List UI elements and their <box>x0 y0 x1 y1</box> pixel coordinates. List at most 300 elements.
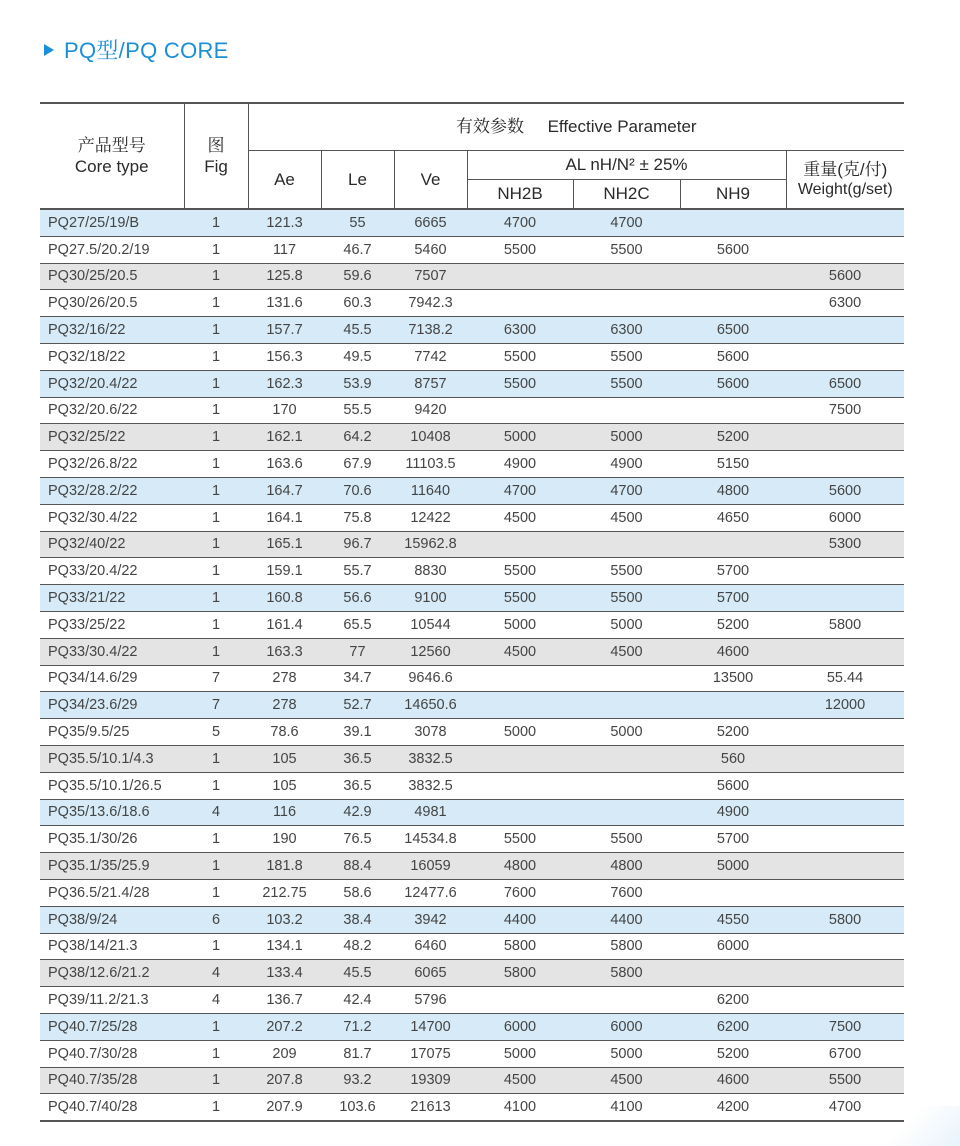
cell-nh2c: 6000 <box>573 1013 680 1040</box>
table-row <box>40 585 904 612</box>
table-row <box>40 504 904 531</box>
cell-weight: 5500 <box>786 1067 904 1094</box>
cell-nh2c <box>573 531 680 558</box>
cell-nh2b <box>467 799 573 826</box>
cell-weight <box>786 638 904 665</box>
cell-nh9: 5150 <box>680 451 786 478</box>
cell-weight: 6300 <box>786 290 904 317</box>
cell-ae: 164.1 <box>248 504 321 531</box>
cell-nh2c <box>573 772 680 799</box>
cell-core-type: PQ35/13.6/18.6 <box>40 799 184 826</box>
cell-nh2b: 5500 <box>467 585 573 612</box>
cell-ve: 7942.3 <box>394 290 467 317</box>
table-row <box>40 558 904 585</box>
cell-core-type: PQ33/25/22 <box>40 611 184 638</box>
cell-nh9: 5700 <box>680 826 786 853</box>
cell-weight: 55.44 <box>786 665 904 692</box>
cell-ae: 207.8 <box>248 1067 321 1094</box>
table-row <box>40 1094 904 1121</box>
cell-nh2b: 5000 <box>467 719 573 746</box>
cell-le: 52.7 <box>321 692 394 719</box>
cell-ve: 7507 <box>394 263 467 290</box>
cell-ae: 181.8 <box>248 853 321 880</box>
cell-core-type: PQ32/20.6/22 <box>40 397 184 424</box>
cell-weight: 12000 <box>786 692 904 719</box>
cell-fig: 1 <box>184 1013 248 1040</box>
header-weight-cn: 重量(克/付) <box>803 159 888 179</box>
cell-ae: 165.1 <box>248 531 321 558</box>
cell-nh9: 5700 <box>680 558 786 585</box>
header-fig-en: Fig <box>204 157 228 176</box>
cell-nh9: 6500 <box>680 317 786 344</box>
cell-ve: 14650.6 <box>394 692 467 719</box>
cell-nh9: 5200 <box>680 424 786 451</box>
cell-fig: 1 <box>184 826 248 853</box>
cell-weight <box>786 987 904 1014</box>
cell-nh9: 6200 <box>680 987 786 1014</box>
cell-weight <box>786 558 904 585</box>
cell-nh9 <box>680 397 786 424</box>
cell-le: 45.5 <box>321 960 394 987</box>
cell-le: 71.2 <box>321 1013 394 1040</box>
cell-nh9: 5600 <box>680 370 786 397</box>
cell-fig: 1 <box>184 772 248 799</box>
cell-nh9: 4600 <box>680 1067 786 1094</box>
cell-weight <box>786 317 904 344</box>
cell-nh2c <box>573 397 680 424</box>
cell-nh9: 5600 <box>680 236 786 263</box>
cell-core-type: PQ32/20.4/22 <box>40 370 184 397</box>
cell-le: 55.5 <box>321 397 394 424</box>
table-row <box>40 209 904 236</box>
cell-core-type: PQ32/30.4/22 <box>40 504 184 531</box>
table-row <box>40 799 904 826</box>
cell-fig: 1 <box>184 209 248 236</box>
cell-fig: 1 <box>184 1094 248 1121</box>
cell-ve: 8830 <box>394 558 467 585</box>
cell-ve: 9420 <box>394 397 467 424</box>
cell-nh2b: 4400 <box>467 906 573 933</box>
cell-le: 96.7 <box>321 531 394 558</box>
header-fig <box>184 103 248 209</box>
cell-nh2b: 7600 <box>467 879 573 906</box>
cell-nh9 <box>680 531 786 558</box>
cell-ae: 278 <box>248 665 321 692</box>
table-row <box>40 477 904 504</box>
cell-nh2c: 5500 <box>573 585 680 612</box>
cell-weight: 5600 <box>786 263 904 290</box>
cell-fig: 1 <box>184 263 248 290</box>
cell-core-type: PQ39/11.2/21.3 <box>40 987 184 1014</box>
cell-nh2c <box>573 692 680 719</box>
cell-ve: 12477.6 <box>394 879 467 906</box>
header-nh9: NH9 <box>680 180 786 210</box>
cell-nh2b: 6000 <box>467 1013 573 1040</box>
cell-weight <box>786 826 904 853</box>
cell-nh2c: 5500 <box>573 236 680 263</box>
cell-nh9: 4200 <box>680 1094 786 1121</box>
cell-ae: 162.3 <box>248 370 321 397</box>
cell-weight <box>786 745 904 772</box>
cell-nh2c <box>573 290 680 317</box>
cell-ae: 207.9 <box>248 1094 321 1121</box>
cell-ve: 6665 <box>394 209 467 236</box>
cell-ae: 133.4 <box>248 960 321 987</box>
cell-core-type: PQ38/9/24 <box>40 906 184 933</box>
cell-ae: 136.7 <box>248 987 321 1014</box>
cell-fig: 1 <box>184 531 248 558</box>
cell-nh2b <box>467 665 573 692</box>
cell-core-type: PQ27/25/19/B <box>40 209 184 236</box>
cell-nh2c: 5500 <box>573 343 680 370</box>
cell-le: 64.2 <box>321 424 394 451</box>
cell-le: 76.5 <box>321 826 394 853</box>
cell-le: 38.4 <box>321 906 394 933</box>
cell-nh2b: 5800 <box>467 933 573 960</box>
cell-ve: 9100 <box>394 585 467 612</box>
cell-ae: 160.8 <box>248 585 321 612</box>
cell-weight <box>786 772 904 799</box>
table-row <box>40 665 904 692</box>
cell-weight <box>786 853 904 880</box>
cell-nh2c: 4500 <box>573 638 680 665</box>
cell-ae: 156.3 <box>248 343 321 370</box>
cell-ve: 7138.2 <box>394 317 467 344</box>
cell-fig: 4 <box>184 799 248 826</box>
cell-fig: 7 <box>184 665 248 692</box>
cell-le: 77 <box>321 638 394 665</box>
cell-fig: 1 <box>184 879 248 906</box>
cell-core-type: PQ32/16/22 <box>40 317 184 344</box>
cell-nh9 <box>680 263 786 290</box>
header-effective-parameter-text: 有效参数 Effective Parameter <box>455 117 697 137</box>
cell-nh2c <box>573 745 680 772</box>
header-core-type-en: Core type <box>74 157 149 176</box>
table-row <box>40 531 904 558</box>
cell-nh2c: 4500 <box>573 504 680 531</box>
header-nh2b: NH2B <box>467 180 573 210</box>
cell-nh2c: 5500 <box>573 370 680 397</box>
header-core-type-cn: 产品型号 <box>77 135 146 155</box>
cell-weight: 6700 <box>786 1040 904 1067</box>
cell-weight <box>786 933 904 960</box>
cell-fig: 1 <box>184 343 248 370</box>
cell-ae: 131.6 <box>248 290 321 317</box>
cell-le: 81.7 <box>321 1040 394 1067</box>
cell-core-type: PQ33/21/22 <box>40 585 184 612</box>
cell-weight <box>786 719 904 746</box>
cell-nh2b <box>467 692 573 719</box>
cell-nh2b: 5800 <box>467 960 573 987</box>
cell-nh9: 5000 <box>680 853 786 880</box>
cell-weight: 6000 <box>786 504 904 531</box>
cell-ve: 6065 <box>394 960 467 987</box>
cell-ve: 9646.6 <box>394 665 467 692</box>
cell-nh2c: 4100 <box>573 1094 680 1121</box>
cell-fig: 7 <box>184 692 248 719</box>
cell-ve: 19309 <box>394 1067 467 1094</box>
cell-nh2b: 4100 <box>467 1094 573 1121</box>
cell-ae: 162.1 <box>248 424 321 451</box>
cell-nh2c: 5000 <box>573 719 680 746</box>
cell-fig: 1 <box>184 290 248 317</box>
table-row <box>40 451 904 478</box>
play-triangle-icon <box>44 44 54 56</box>
cell-nh9: 4550 <box>680 906 786 933</box>
cell-fig: 1 <box>184 585 248 612</box>
cell-le: 46.7 <box>321 236 394 263</box>
cell-ve: 11103.5 <box>394 451 467 478</box>
cell-nh9: 5700 <box>680 585 786 612</box>
cell-le: 42.4 <box>321 987 394 1014</box>
cell-nh2b: 6300 <box>467 317 573 344</box>
cell-weight: 5600 <box>786 477 904 504</box>
header-ae: Ae <box>248 151 321 210</box>
cell-ae: 105 <box>248 745 321 772</box>
cell-le: 75.8 <box>321 504 394 531</box>
cell-nh2b <box>467 397 573 424</box>
cell-nh2b: 5500 <box>467 558 573 585</box>
cell-nh9: 5200 <box>680 719 786 746</box>
cell-nh2b: 5500 <box>467 236 573 263</box>
cell-le: 48.2 <box>321 933 394 960</box>
cell-fig: 1 <box>184 397 248 424</box>
cell-ae: 161.4 <box>248 611 321 638</box>
cell-le: 36.5 <box>321 745 394 772</box>
cell-nh2b <box>467 772 573 799</box>
cell-ae: 164.7 <box>248 477 321 504</box>
cell-core-type: PQ30/25/20.5 <box>40 263 184 290</box>
cell-nh2b: 4500 <box>467 638 573 665</box>
cell-core-type: PQ33/20.4/22 <box>40 558 184 585</box>
table-row <box>40 879 904 906</box>
cell-ve: 16059 <box>394 853 467 880</box>
cell-nh9 <box>680 209 786 236</box>
cell-le: 70.6 <box>321 477 394 504</box>
cell-nh9: 5200 <box>680 611 786 638</box>
cell-nh2c: 5800 <box>573 933 680 960</box>
cell-fig: 1 <box>184 504 248 531</box>
page-title-text: PQ型/PQ CORE <box>64 38 229 63</box>
cell-le: 36.5 <box>321 772 394 799</box>
cell-nh2b: 5000 <box>467 424 573 451</box>
cell-le: 58.6 <box>321 879 394 906</box>
header-fig-cn: 图 <box>207 135 225 155</box>
cell-weight: 7500 <box>786 397 904 424</box>
cell-le: 55.7 <box>321 558 394 585</box>
cell-nh9: 13500 <box>680 665 786 692</box>
cell-nh9 <box>680 879 786 906</box>
cell-ae: 190 <box>248 826 321 853</box>
cell-nh2b: 5500 <box>467 370 573 397</box>
table-row <box>40 317 904 344</box>
cell-ve: 3832.5 <box>394 745 467 772</box>
cell-le: 45.5 <box>321 317 394 344</box>
cell-ve: 3942 <box>394 906 467 933</box>
cell-weight <box>786 343 904 370</box>
cell-nh9: 5600 <box>680 343 786 370</box>
cell-le: 65.5 <box>321 611 394 638</box>
cell-nh2c: 5000 <box>573 1040 680 1067</box>
header-ve: Ve <box>394 151 467 210</box>
cell-core-type: PQ40.7/25/28 <box>40 1013 184 1040</box>
cell-nh9 <box>680 290 786 317</box>
table-row <box>40 906 904 933</box>
cell-ae: 278 <box>248 692 321 719</box>
cell-nh2c: 7600 <box>573 879 680 906</box>
cell-ae: 125.8 <box>248 263 321 290</box>
cell-le: 53.9 <box>321 370 394 397</box>
cell-nh2c: 4900 <box>573 451 680 478</box>
cell-fig: 1 <box>184 424 248 451</box>
cell-nh2b <box>467 290 573 317</box>
cell-core-type: PQ40.7/35/28 <box>40 1067 184 1094</box>
cell-nh2c <box>573 799 680 826</box>
cell-ve: 17075 <box>394 1040 467 1067</box>
cell-ve: 5796 <box>394 987 467 1014</box>
table-row <box>40 397 904 424</box>
cell-weight <box>786 424 904 451</box>
cell-ae: 163.3 <box>248 638 321 665</box>
cell-nh2c: 4400 <box>573 906 680 933</box>
cell-le: 42.9 <box>321 799 394 826</box>
cell-fig: 1 <box>184 611 248 638</box>
cell-nh9: 4800 <box>680 477 786 504</box>
cell-ae: 121.3 <box>248 209 321 236</box>
cell-core-type: PQ33/30.4/22 <box>40 638 184 665</box>
cell-weight <box>786 451 904 478</box>
cell-ve: 15962.8 <box>394 531 467 558</box>
cell-nh9: 6200 <box>680 1013 786 1040</box>
cell-nh2c: 5000 <box>573 611 680 638</box>
cell-fig: 1 <box>184 1040 248 1067</box>
table-row <box>40 638 904 665</box>
cell-ae: 212.75 <box>248 879 321 906</box>
cell-nh2b <box>467 531 573 558</box>
cell-ve: 8757 <box>394 370 467 397</box>
cell-fig: 1 <box>184 451 248 478</box>
table-row <box>40 960 904 987</box>
cell-nh9: 560 <box>680 745 786 772</box>
cell-ve: 11640 <box>394 477 467 504</box>
cell-fig: 1 <box>184 853 248 880</box>
cell-ae: 134.1 <box>248 933 321 960</box>
cell-fig: 1 <box>184 317 248 344</box>
cell-ae: 103.2 <box>248 906 321 933</box>
cell-weight: 5300 <box>786 531 904 558</box>
cell-weight <box>786 799 904 826</box>
cell-nh9: 4900 <box>680 799 786 826</box>
cell-weight <box>786 960 904 987</box>
cell-nh2b: 4800 <box>467 853 573 880</box>
cell-fig: 1 <box>184 745 248 772</box>
cell-ve: 14534.8 <box>394 826 467 853</box>
cell-le: 59.6 <box>321 263 394 290</box>
table-row <box>40 772 904 799</box>
cell-weight: 6500 <box>786 370 904 397</box>
cell-weight: 4700 <box>786 1094 904 1121</box>
table-row <box>40 853 904 880</box>
cell-ae: 163.6 <box>248 451 321 478</box>
cell-fig: 1 <box>184 236 248 263</box>
cell-le: 88.4 <box>321 853 394 880</box>
cell-nh2b <box>467 987 573 1014</box>
cell-core-type: PQ35/9.5/25 <box>40 719 184 746</box>
cell-le: 55 <box>321 209 394 236</box>
cell-core-type: PQ34/14.6/29 <box>40 665 184 692</box>
cell-core-type: PQ32/28.2/22 <box>40 477 184 504</box>
cell-ae: 170 <box>248 397 321 424</box>
cell-nh2b: 5000 <box>467 1040 573 1067</box>
cell-fig: 5 <box>184 719 248 746</box>
cell-fig: 1 <box>184 1067 248 1094</box>
cell-nh2c <box>573 987 680 1014</box>
cell-weight: 7500 <box>786 1013 904 1040</box>
cell-le: 34.7 <box>321 665 394 692</box>
cell-ae: 157.7 <box>248 317 321 344</box>
cell-nh2c: 6300 <box>573 317 680 344</box>
table-row <box>40 424 904 451</box>
table-row <box>40 692 904 719</box>
cell-core-type: PQ35.5/10.1/4.3 <box>40 745 184 772</box>
pq-core-table <box>40 102 904 1122</box>
cell-weight <box>786 236 904 263</box>
cell-nh2b <box>467 745 573 772</box>
table-row <box>40 745 904 772</box>
cell-ve: 6460 <box>394 933 467 960</box>
cell-nh9: 5600 <box>680 772 786 799</box>
cell-nh2c: 4800 <box>573 853 680 880</box>
cell-ve: 10544 <box>394 611 467 638</box>
cell-fig: 4 <box>184 987 248 1014</box>
table-row <box>40 611 904 638</box>
cell-ve: 21613 <box>394 1094 467 1121</box>
cell-ae: 78.6 <box>248 719 321 746</box>
cell-nh2c: 5800 <box>573 960 680 987</box>
cell-nh9 <box>680 692 786 719</box>
cell-nh2b: 4500 <box>467 504 573 531</box>
cell-nh2c <box>573 263 680 290</box>
cell-nh2b <box>467 263 573 290</box>
table-body <box>40 209 904 1121</box>
cell-weight <box>786 209 904 236</box>
header-effective-parameter <box>248 103 904 151</box>
table-row <box>40 987 904 1014</box>
cell-nh2b: 4700 <box>467 477 573 504</box>
table-row <box>40 719 904 746</box>
cell-fig: 1 <box>184 558 248 585</box>
cell-fig: 1 <box>184 477 248 504</box>
header-le: Le <box>321 151 394 210</box>
cell-nh2c: 5500 <box>573 558 680 585</box>
cell-fig: 6 <box>184 906 248 933</box>
cell-core-type: PQ36.5/21.4/28 <box>40 879 184 906</box>
cell-fig: 1 <box>184 933 248 960</box>
cell-core-type: PQ35.1/35/25.9 <box>40 853 184 880</box>
corner-decoration <box>870 1106 960 1146</box>
cell-nh2b: 4900 <box>467 451 573 478</box>
table-row <box>40 1040 904 1067</box>
cell-weight <box>786 879 904 906</box>
cell-nh2c <box>573 665 680 692</box>
cell-nh2c: 5000 <box>573 424 680 451</box>
cell-ae: 207.2 <box>248 1013 321 1040</box>
cell-nh2c: 4700 <box>573 209 680 236</box>
cell-core-type: PQ32/25/22 <box>40 424 184 451</box>
cell-core-type: PQ35.5/10.1/26.5 <box>40 772 184 799</box>
cell-weight <box>786 585 904 612</box>
cell-le: 39.1 <box>321 719 394 746</box>
